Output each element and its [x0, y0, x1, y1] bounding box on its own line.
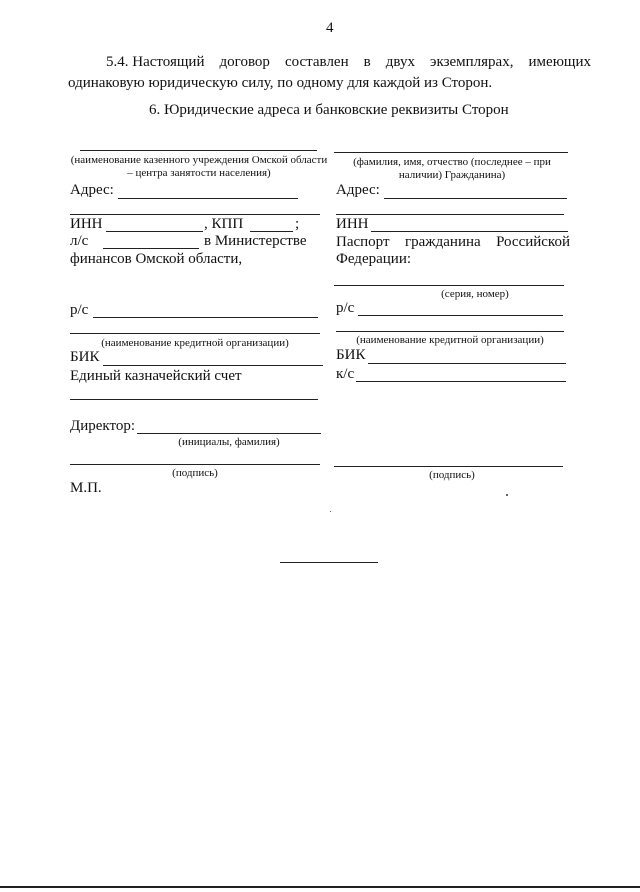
right-ks-label: к/с — [336, 366, 355, 382]
passport-word: Российской — [496, 234, 570, 250]
left-bank-name-line[interactable] — [70, 333, 320, 334]
series-caption: (серия, номер) — [441, 288, 509, 300]
right-address-field[interactable] — [384, 198, 567, 199]
right-bank-caption: (наименование кредитной организации) — [356, 334, 544, 346]
clause-word: 5.4. Настоящий — [106, 54, 205, 70]
org-name-line[interactable] — [80, 150, 317, 151]
clause-word: составлен — [284, 54, 349, 70]
left-ls-label: л/с — [70, 233, 89, 249]
page-number: 4 — [326, 20, 334, 36]
right-rs-field[interactable] — [358, 315, 563, 316]
right-bik-field[interactable] — [368, 363, 566, 364]
right-signature-caption: (подпись) — [429, 469, 475, 481]
clause-word: имеющих — [528, 54, 591, 70]
left-kpp-label: , КПП — [204, 216, 244, 232]
clause-5-4-line2: одинаковую юридическую силу, по одному для каждой из Сторон. — [68, 75, 493, 91]
left-semicolon: ; — [295, 216, 300, 232]
right-address-label: Адрес: — [336, 182, 380, 198]
right-inn-field[interactable] — [371, 231, 568, 232]
left-bik-field[interactable] — [103, 365, 323, 366]
clause-word: двух — [385, 54, 415, 70]
clause-5-4-line1 — [68, 52, 591, 73]
section-6-title: 6. Юридические адреса и банковские реквизиты Сторон — [149, 102, 509, 118]
passport-word: Паспорт — [336, 234, 390, 250]
seal-mp-label: М.П. — [70, 480, 102, 496]
passport-word: гражданина — [404, 234, 481, 250]
org-name-caption: (наименование казенного учреждения Омской области – центра занятости населения) — [70, 154, 328, 179]
left-bank-caption: (наименование кредитной организации) — [101, 337, 289, 349]
right-address-field-2[interactable] — [336, 214, 564, 215]
left-treasury-field[interactable] — [70, 399, 318, 400]
end-rule — [280, 562, 378, 563]
left-kpp-field[interactable] — [250, 231, 293, 232]
left-inn-label: ИНН — [70, 216, 103, 232]
citizen-caption: (фамилия, имя, отчество (последнее – при наличии) Гражданина) — [353, 156, 551, 181]
left-address-label: Адрес: — [70, 182, 114, 198]
passport-text-2: Федерации: — [336, 251, 412, 267]
left-rs-label: р/с — [70, 302, 89, 318]
right-bank-name-line[interactable] — [336, 331, 564, 332]
left-inn-field[interactable] — [106, 231, 203, 232]
left-treasury-label: Единый казначейский счет — [70, 368, 242, 384]
left-address-field[interactable] — [118, 198, 298, 199]
left-ministry-text: в Министерстве — [204, 233, 307, 249]
right-bik-label: БИК — [336, 347, 366, 363]
right-rs-label: р/с — [336, 300, 355, 316]
scan-bottom-edge — [0, 886, 640, 888]
left-ministry-text-2: финансов Омской области, — [70, 251, 243, 267]
citizen-name-line[interactable] — [334, 152, 568, 153]
director-name-field[interactable] — [137, 433, 321, 434]
left-signature-line[interactable] — [70, 464, 320, 465]
director-initials-caption: (инициалы, фамилия) — [178, 436, 280, 448]
right-signature-line[interactable] — [334, 466, 563, 467]
left-signature-caption: (подпись) — [172, 467, 218, 479]
left-bik-label: БИК — [70, 349, 100, 365]
director-label: Директор: — [70, 418, 136, 434]
passport-series-field[interactable] — [334, 285, 564, 286]
clause-word: договор — [219, 54, 270, 70]
scan-speck — [506, 494, 508, 496]
right-ks-field[interactable] — [356, 381, 566, 382]
clause-5-4 — [68, 52, 591, 94]
left-address-field-2[interactable] — [70, 214, 320, 215]
passport-line — [336, 234, 570, 251]
left-rs-field[interactable] — [93, 317, 318, 318]
clause-word: экземплярах, — [430, 54, 514, 70]
scan-speck — [330, 511, 331, 512]
clause-word: в — [363, 54, 371, 70]
left-ls-field[interactable] — [103, 248, 199, 249]
right-inn-label: ИНН — [336, 216, 369, 232]
